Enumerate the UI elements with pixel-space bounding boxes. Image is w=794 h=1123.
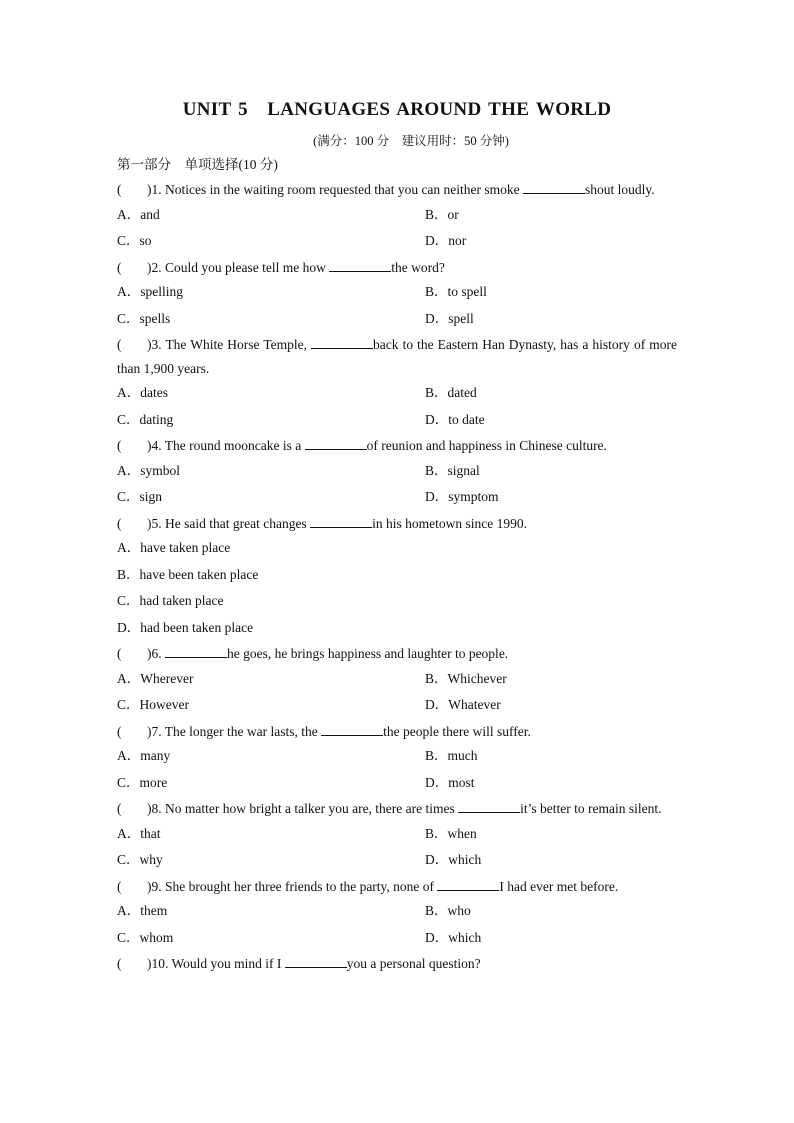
option-b[interactable]: B．or [425, 206, 459, 222]
option-b[interactable]: B．when [425, 825, 477, 841]
answer-bracket[interactable]: ( [117, 878, 122, 894]
answer-blank[interactable] [321, 723, 383, 736]
question-text-before: She brought her three friends to the party, none of [165, 878, 438, 894]
option-a[interactable]: A．them [117, 903, 168, 918]
document-page [117, 96, 677, 976]
answer-blank[interactable] [437, 878, 499, 891]
option-a[interactable]: A．Wherever [117, 670, 194, 686]
answer-blank[interactable] [285, 955, 347, 968]
answer-bracket[interactable]: ( [117, 182, 122, 197]
section-heading: 第一部分 单项选择(10 分) [117, 157, 278, 172]
question-text-before: Would you mind if I [171, 956, 285, 971]
option-a[interactable]: A．have taken place [117, 540, 231, 555]
question-text-after: in his hometown since 1990. [372, 515, 527, 531]
option-d[interactable]: D．had been taken place [117, 619, 254, 635]
question-10 [117, 951, 677, 976]
answer-bracket[interactable]: ( [117, 515, 122, 531]
answer-blank[interactable] [310, 515, 372, 528]
option-d[interactable]: D．spell [425, 310, 474, 326]
option-a[interactable]: A．and [117, 206, 160, 222]
option-d[interactable]: D．Whatever [425, 697, 501, 712]
question-3 [117, 332, 677, 380]
question-text-before: He said that great changes [165, 515, 311, 531]
question-text-before: No matter how bright a talker you are, there are times [165, 801, 459, 816]
page-title: UNIT 5 LANGUAGES AROUND THE WORLD [182, 99, 612, 120]
answer-bracket[interactable]: ( [117, 438, 122, 453]
question-1 [117, 177, 677, 202]
option-a[interactable]: A．spelling [117, 284, 183, 299]
options-group [117, 821, 677, 874]
option-c[interactable]: C．so [117, 233, 152, 248]
option-a[interactable]: A．symbol [117, 462, 181, 478]
option-c[interactable]: C．had taken place [117, 593, 224, 608]
question-9 [117, 874, 677, 899]
option-c[interactable]: C．why [117, 852, 163, 867]
question-text-before: The longer the war lasts, the [164, 723, 322, 739]
question-number: )6. [147, 646, 165, 661]
options-group [117, 535, 677, 641]
option-d[interactable]: D．which [425, 852, 482, 867]
option-b[interactable]: B．Whichever [425, 670, 507, 686]
answer-bracket[interactable]: ( [117, 801, 122, 816]
option-d[interactable]: D．most [425, 774, 475, 790]
answer-blank[interactable] [329, 259, 391, 272]
question-text-after: it’s better to remain silent. [520, 801, 662, 816]
question-number: )9. [147, 878, 165, 894]
option-b[interactable]: B．much [425, 748, 478, 763]
option-c[interactable]: C．spells [117, 310, 171, 326]
option-a[interactable]: A．many [117, 748, 171, 763]
question-number: )8. [147, 801, 165, 816]
answer-bracket[interactable]: ( [117, 337, 122, 352]
option-a[interactable]: A．dates [117, 385, 168, 400]
answer-blank[interactable] [311, 336, 373, 349]
exam-info: (满分：100 分 建议用时：50 分钟) [313, 134, 509, 148]
option-b[interactable]: B．signal [425, 462, 480, 478]
question-list [117, 177, 677, 976]
question-text-after: he goes, he brings happiness and laughter to people. [227, 646, 509, 661]
option-b[interactable]: B．to spell [425, 284, 487, 299]
question-number: )5. [147, 515, 165, 531]
question-text-before: The round mooncake is a [164, 438, 305, 453]
options-group [117, 279, 677, 332]
answer-blank[interactable] [458, 800, 520, 813]
option-c[interactable]: C．whom [117, 929, 174, 945]
option-d[interactable]: D．to date [425, 411, 485, 427]
question-7 [117, 719, 677, 744]
question-text-before: Notices in the waiting room requested that you can neither smoke [165, 182, 524, 197]
option-b[interactable]: B．who [425, 903, 471, 918]
option-c[interactable]: C．more [117, 774, 168, 790]
question-text-after: the word? [391, 259, 445, 275]
option-c[interactable]: C．sign [117, 489, 163, 504]
question-4 [117, 433, 677, 458]
question-2 [117, 255, 677, 280]
answer-bracket[interactable]: ( [117, 646, 122, 661]
option-d[interactable]: D．nor [425, 233, 467, 248]
question-text-after: of reunion and happiness in Chinese culture. [366, 438, 607, 453]
option-b[interactable]: B．dated [425, 385, 477, 400]
option-d[interactable]: D．which [425, 929, 482, 945]
options-group [117, 458, 677, 511]
option-a[interactable]: A．that [117, 825, 161, 841]
options-group [117, 898, 677, 951]
question-text-after: the people there will suffer. [383, 723, 531, 739]
option-d[interactable]: D．symptom [425, 489, 499, 504]
answer-bracket[interactable]: ( [117, 259, 122, 275]
answer-blank[interactable] [305, 437, 367, 450]
options-group [117, 743, 677, 796]
question-number: )3. [147, 337, 166, 352]
question-6 [117, 641, 677, 666]
options-group [117, 202, 677, 255]
option-c[interactable]: C．However [117, 697, 189, 712]
question-number: )10. [147, 956, 172, 971]
answer-bracket[interactable]: ( [117, 956, 122, 971]
question-text-after: I had ever met before. [499, 878, 619, 894]
options-group [117, 380, 677, 433]
answer-blank[interactable] [165, 645, 227, 658]
question-number: )2. [147, 259, 165, 275]
option-c[interactable]: C．dating [117, 411, 174, 427]
answer-blank[interactable] [523, 181, 585, 194]
question-number: )1. [147, 182, 165, 197]
question-text-after: back to the Eastern Han Dynasty, has a history of more than 1,900 years. [117, 337, 677, 376]
answer-bracket[interactable]: ( [117, 723, 122, 739]
question-number: )4. [147, 438, 165, 453]
question-text-before: Could you please tell me how [165, 259, 330, 275]
options-group [117, 666, 677, 719]
option-b[interactable]: B．have been taken place [117, 566, 259, 582]
question-text-before: The White Horse Temple, [165, 337, 312, 352]
question-number: )7. [147, 723, 165, 739]
question-text-after: shout loudly. [585, 182, 655, 197]
question-5 [117, 511, 677, 536]
question-text-after: you a personal question? [346, 956, 481, 971]
question-8 [117, 796, 677, 821]
